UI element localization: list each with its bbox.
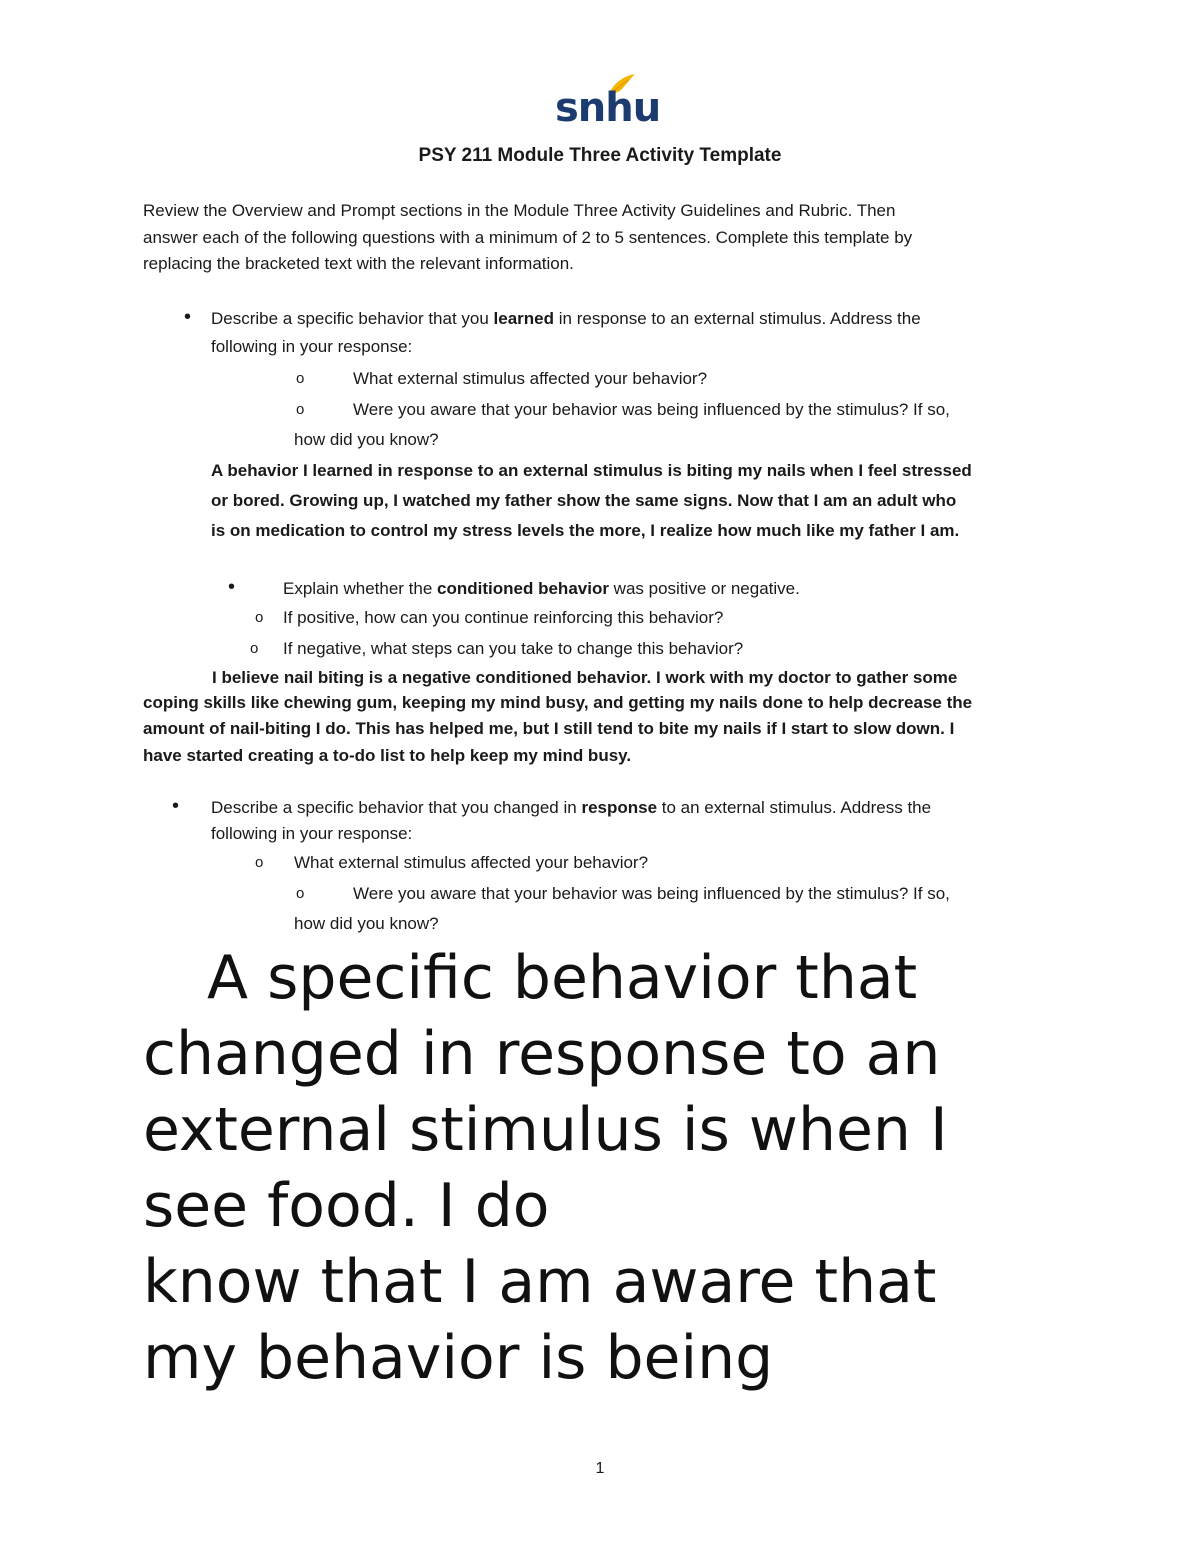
q3-answer-line: external stimulus is when I (143, 1095, 948, 1165)
bullet-marker: • (172, 795, 180, 817)
q1-prompt-bold: learned (493, 309, 555, 328)
bullet-marker: • (184, 306, 192, 328)
q2-prompt-text: was positive or negative. (608, 579, 800, 598)
q3-prompt-line2: following in your response: (211, 824, 413, 843)
page-title: PSY 211 Module Three Activity Template (418, 145, 782, 166)
q1-answer-line: is on medication to control my stress levels the more, I realize how much like my father I am. (211, 521, 960, 540)
q2-prompt-bold: conditioned behavior (437, 579, 609, 598)
q1-prompt-line2: following in your response: (211, 337, 413, 356)
q2-sub1: If positive, how can you continue reinforcing this behavior? (283, 608, 724, 627)
q3-answer-line: see food. I do (143, 1171, 550, 1241)
q3-answer-line: changed in response to an (143, 1019, 941, 1089)
bullet-marker: • (228, 576, 236, 598)
q1-prompt (211, 306, 921, 332)
sub-marker: o (255, 609, 264, 626)
q1-prompt-text: in response to an external stimulus. Address the (554, 309, 921, 328)
q3-answer-line: know that I am aware that (143, 1247, 937, 1317)
q2-prompt (283, 576, 800, 602)
q3-prompt-bold: response (581, 798, 658, 817)
q2-sub2: If negative, what steps can you take to change this behavior? (283, 639, 744, 658)
q3-sub2-cont: how did you know? (294, 914, 439, 933)
q2-answer-line: coping skills like chewing gum, keeping my mind busy, and getting my nails done to help decrease the (143, 693, 973, 712)
q3-answer-line: my behavior is being (143, 1323, 774, 1393)
q1-answer-line: A behavior I learned in response to an external stimulus is biting my nails when I feel stressed (211, 461, 972, 480)
q3-prompt-text: to an external stimulus. Address the (657, 798, 932, 817)
intro-line: Review the Overview and Prompt sections in the Module Three Activity Guidelines and Rubric. Then (143, 201, 896, 220)
page-number: 1 (595, 1460, 605, 1477)
sub-marker: o (296, 885, 305, 902)
q2-prompt-text: Explain whether the (283, 579, 438, 598)
q1-prompt-text: Describe a specific behavior that you (211, 309, 494, 328)
sub-marker: o (250, 640, 259, 657)
q3-prompt (211, 795, 931, 821)
q1-sub2: Were you aware that your behavior was being influenced by the stimulus? If so, (353, 400, 950, 419)
sub-marker: o (296, 401, 305, 418)
q3-prompt-text: Describe a specific behavior that you changed in (211, 798, 582, 817)
q2-answer-line: amount of nail-biting I do. This has helped me, but I still tend to bite my nails if I start to slow down. I (143, 719, 955, 738)
sub-marker: o (255, 854, 264, 871)
q2-answer-line: have started creating a to-do list to help keep my mind busy. (143, 746, 632, 765)
q3-answer-line: A specific behavior that (207, 943, 918, 1013)
q3-sub2: Were you aware that your behavior was being influenced by the stimulus? If so, (353, 884, 950, 903)
sub-marker: o (296, 370, 305, 387)
q1-sub2-cont: how did you know? (294, 430, 439, 449)
logo-text: snhu (555, 85, 661, 131)
intro-line: answer each of the following questions with a minimum of 2 to 5 sentences. Complete this template by (143, 228, 913, 247)
intro-line: replacing the bracketed text with the relevant information. (143, 254, 574, 273)
q1-answer-line: or bored. Growing up, I watched my father show the same signs. Now that I am an adult who (211, 491, 957, 510)
q3-sub1: What external stimulus affected your behavior? (294, 853, 649, 872)
q2-answer-line: I believe nail biting is a negative conditioned behavior. I work with my doctor to gather some (212, 668, 958, 687)
snhu-logo (555, 72, 661, 132)
q1-sub1: What external stimulus affected your behavior? (353, 369, 708, 388)
